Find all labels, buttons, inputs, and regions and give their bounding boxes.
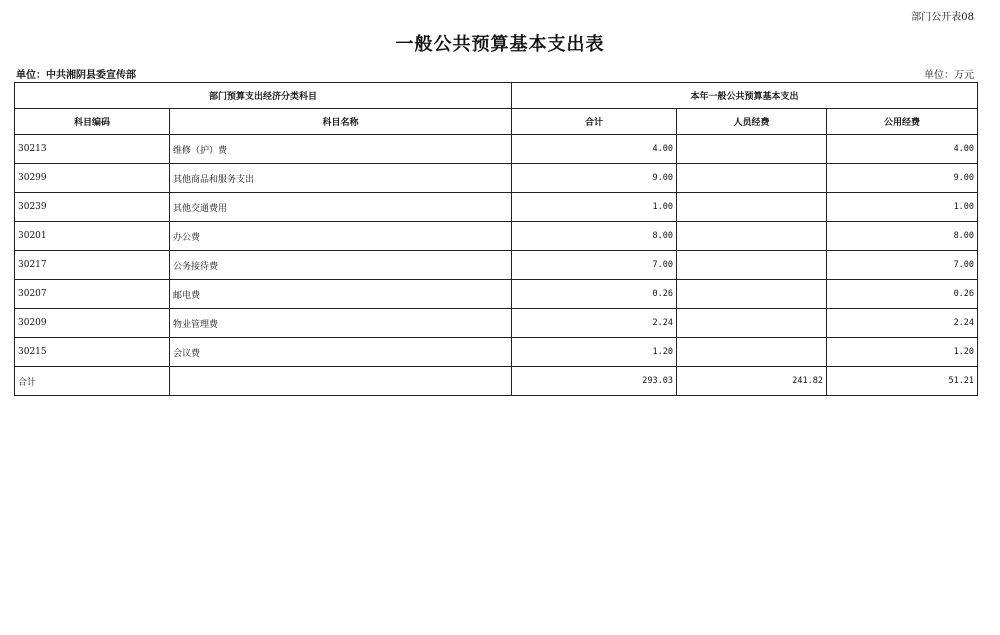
table-row [15, 251, 978, 280]
column-header-code: 科目编码 [15, 109, 170, 135]
cell-code: 30239 [15, 193, 170, 222]
budget-table [14, 82, 978, 396]
cell-public: 1.20 [827, 338, 978, 367]
cell-total: 1.20 [512, 338, 677, 367]
cell-code: 30215 [15, 338, 170, 367]
total-label: 合计 [15, 367, 170, 396]
table-row [15, 135, 978, 164]
column-header-public: 公用经费 [827, 109, 978, 135]
cell-name: 其他交通费用 [170, 193, 512, 222]
table-row [15, 309, 978, 338]
total-row [15, 367, 978, 396]
cell-name: 其他商品和服务支出 [170, 164, 512, 193]
cell-code: 30201 [15, 222, 170, 251]
table-row [15, 280, 978, 309]
cell-name: 邮电费 [170, 280, 512, 309]
cell-personnel [677, 164, 827, 193]
page-title: 一般公共预算基本支出表 [395, 34, 605, 55]
table-row [15, 164, 978, 193]
cell-code: 30209 [15, 309, 170, 338]
total-personnel: 241.82 [677, 367, 827, 396]
cell-total: 4.00 [512, 135, 677, 164]
cell-total: 2.24 [512, 309, 677, 338]
cell-public: 8.00 [827, 222, 978, 251]
cell-total: 7.00 [512, 251, 677, 280]
cell-personnel [677, 309, 827, 338]
cell-total: 8.00 [512, 222, 677, 251]
column-header-total: 合计 [512, 109, 677, 135]
table-row [15, 338, 978, 367]
column-header-row [15, 109, 978, 135]
cell-name: 公务接待费 [170, 251, 512, 280]
cell-code: 30217 [15, 251, 170, 280]
cell-public: 2.24 [827, 309, 978, 338]
cell-name: 物业管理费 [170, 309, 512, 338]
cell-personnel [677, 135, 827, 164]
group-header-classification: 部门预算支出经济分类科目 [15, 83, 512, 109]
table-row [15, 222, 978, 251]
cell-total: 1.00 [512, 193, 677, 222]
cell-public: 1.00 [827, 193, 978, 222]
cell-personnel [677, 251, 827, 280]
cell-public: 4.00 [827, 135, 978, 164]
cell-code: 30299 [15, 164, 170, 193]
cell-personnel [677, 193, 827, 222]
cell-public: 9.00 [827, 164, 978, 193]
group-header-row [15, 83, 978, 109]
column-header-personnel: 人员经费 [677, 109, 827, 135]
cell-total: 0.26 [512, 280, 677, 309]
column-header-name: 科目名称 [170, 109, 512, 135]
total-amount: 293.03 [512, 367, 677, 396]
cell-personnel [677, 280, 827, 309]
cell-code: 30207 [15, 280, 170, 309]
cell-personnel [677, 338, 827, 367]
cell-name: 办公费 [170, 222, 512, 251]
cell-public: 0.26 [827, 280, 978, 309]
cell-code: 30213 [15, 135, 170, 164]
total-name [170, 367, 512, 396]
cell-total: 9.00 [512, 164, 677, 193]
total-public: 51.21 [827, 367, 978, 396]
document-code: 部门公开表08 [911, 12, 974, 23]
currency-unit: 单位：万元 [924, 70, 974, 81]
group-header-expenditure: 本年一般公共预算基本支出 [512, 83, 978, 109]
cell-name: 会议费 [170, 338, 512, 367]
cell-public: 7.00 [827, 251, 978, 280]
department-unit: 单位：中共湘阴县委宣传部 [16, 70, 136, 81]
table-row [15, 193, 978, 222]
cell-personnel [677, 222, 827, 251]
cell-name: 维修（护）费 [170, 135, 512, 164]
